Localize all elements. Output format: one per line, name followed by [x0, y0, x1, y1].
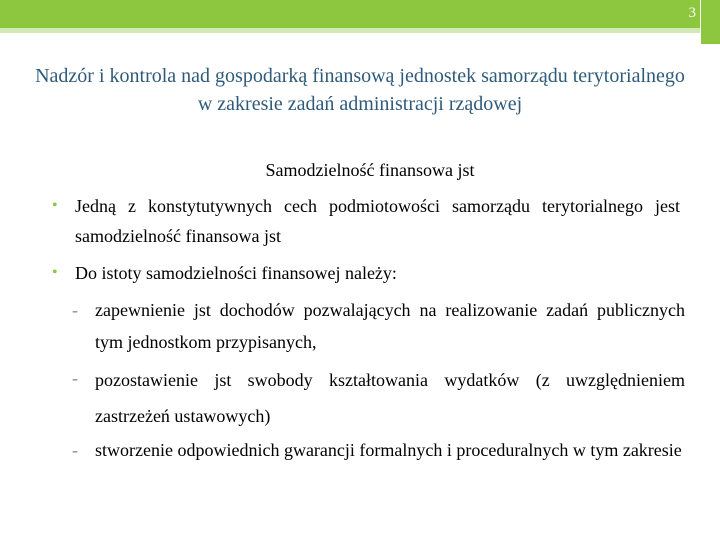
bullet-icon: • — [52, 264, 58, 281]
header-underline — [0, 28, 720, 33]
sub-item-3 — [72, 434, 682, 498]
slide-subtitle: Samodzielność finansowa jst — [265, 160, 475, 180]
sub-item-1 — [72, 294, 685, 358]
bullet-icon: • — [52, 197, 58, 214]
dash-icon: - — [72, 368, 78, 388]
dash-icon: - — [72, 300, 78, 320]
sub-item-text: zapewnienie jst dochodów pozwalających na realizowanie zadań publicznych tym jednostkom przypisanych, — [95, 300, 685, 352]
header-bar — [0, 0, 720, 28]
dash-icon: - — [72, 440, 78, 460]
bullet-item-2 — [52, 258, 682, 288]
bullet-text: Do istoty samodzielności finansowej należy: — [75, 263, 397, 283]
slide-title: Nadzór i kontrola nad gospodarką finansową jednostek samorządu terytorialnego w zakresie zadań administracji rządowej — [35, 65, 685, 115]
sub-item-text: stworzenie odpowiednich gwarancji formalnych i proceduralnych w tym zakresie — [95, 440, 682, 460]
sub-item-2 — [72, 362, 685, 426]
corner-decoration — [700, 0, 720, 45]
bullet-text: Jedną z konstytutywnych cech podmiotowości samorządu terytorialnego jest samodzielność finansowa jst — [75, 196, 680, 246]
sub-item-text: pozostawienie jst swobody kształtowania wydatków (z uwzględnieniem zastrzeżeń ustawowych) — [95, 370, 685, 426]
slide-number: 3 — [688, 5, 696, 21]
bullet-item-1 — [52, 191, 682, 251]
